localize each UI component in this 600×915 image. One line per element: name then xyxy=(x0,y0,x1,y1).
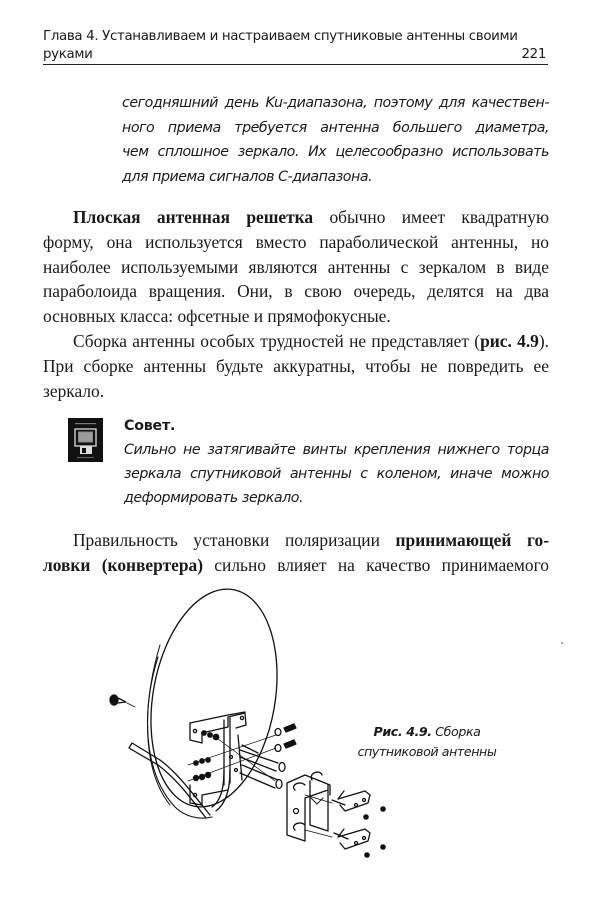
caption-text: спутниковой антенны xyxy=(357,744,497,759)
floppy-disk-icon xyxy=(68,418,103,462)
text-run: ). xyxy=(538,330,549,351)
text-run: сильно влияет на качество принимаемого xyxy=(203,554,549,575)
text-run: Правильность установки поляризации xyxy=(73,530,396,550)
figure-caption xyxy=(352,722,502,762)
text-line: зеркало. xyxy=(43,380,105,401)
text-run: обычно имеет квадратную xyxy=(313,207,549,227)
paragraph-flat-array xyxy=(43,205,549,403)
text-line: сегодняшний день Ku-диапазона, поэтому для качествен- xyxy=(122,95,549,111)
bold-term: ловки (конвертера) xyxy=(43,554,204,575)
caption-text: Сборка xyxy=(431,724,481,739)
text-line: для приема сигналов С-диапазона. xyxy=(122,168,373,185)
text-line xyxy=(43,205,549,230)
chapter-title: Глава 4. Устанавливаем и настраиваем спутниковые антенны своими руками xyxy=(43,29,518,62)
text-line: параболоида вращения. Они, в свою очередь, делятся на два xyxy=(43,281,549,302)
text-line: чем сплошное зеркало. Их целесообразно использовать xyxy=(122,144,549,161)
paragraph-polarization xyxy=(43,528,549,578)
text-line: При сборке антенны будьте аккуратны, чтобы не повредить ее xyxy=(43,355,549,376)
tip-title: Совет. xyxy=(124,418,176,434)
support-tubes xyxy=(240,750,285,789)
text-run: Сборка антенны особых трудностей не представляет ( xyxy=(73,330,481,351)
page-number: 221 xyxy=(521,47,546,62)
text-line: основных класса: офсетные и прямофокусные. xyxy=(43,306,391,327)
figure-reference-link[interactable]: рис. 4.9 xyxy=(480,330,539,351)
text-line: наиболее используемыми являются антенны с зеркалом в виде xyxy=(43,256,549,277)
text-line: ного приема требуется антенна большего диаметра, xyxy=(122,119,549,136)
text-line: деформировать зеркало. xyxy=(124,490,304,506)
text-line xyxy=(43,528,549,553)
text-line xyxy=(43,329,549,354)
bold-term: Плоская антенная решетка xyxy=(73,207,314,227)
mast-clamp xyxy=(287,772,370,849)
figure-number: Рис. 4.9. xyxy=(373,724,432,739)
tip-box xyxy=(124,414,549,510)
text-line: зеркала спутниковой антенны с коленом, иначе можно xyxy=(124,466,549,482)
bolts-right xyxy=(275,724,296,752)
clamp-nuts xyxy=(364,807,386,858)
text-line: Сильно не затягивайте винты крепления нижнего торца xyxy=(124,442,549,458)
italic-note-continuation xyxy=(122,91,549,189)
running-head xyxy=(43,29,548,65)
scan-speck xyxy=(561,642,563,644)
text-line: форму, она используется вместо параболической антенны, но xyxy=(43,231,549,252)
dish-reflector xyxy=(135,585,293,818)
text-line xyxy=(43,553,549,578)
side-bolt xyxy=(110,695,135,707)
bold-term: принимающей го- xyxy=(395,530,549,550)
